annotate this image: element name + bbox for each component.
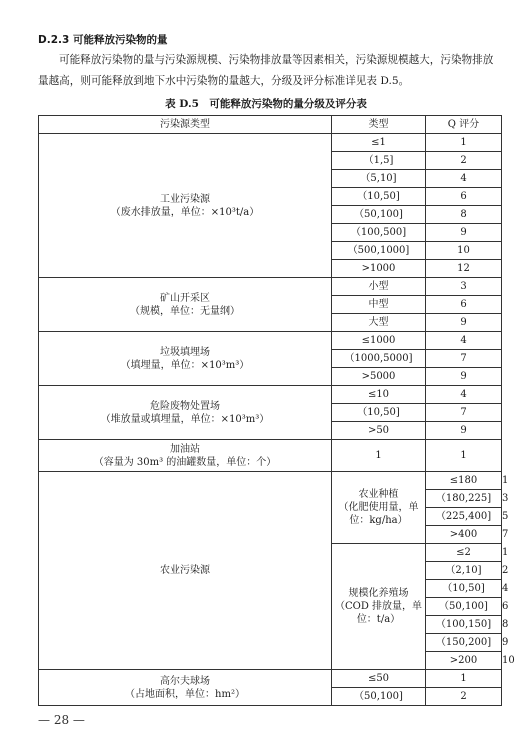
category-cell: ≤2 [426,544,502,562]
category-cell: （100,500] [332,224,426,242]
category-cell: （500,1000] [332,242,426,260]
category-cell: （180,225] [426,490,502,508]
gas-station-source-cell [39,440,332,472]
planting-source-cell [332,472,426,544]
header-source-type: 污染源类型 [39,116,332,134]
table-row: （180,225] 3 [39,490,502,508]
score-cell: 9 [426,368,502,386]
category-cell: >200 [426,652,502,670]
hazardous-unit: （堆放量或填埋量，单位：×10³m³） [100,413,270,425]
category-cell: ≤1000 [332,332,426,350]
table-row: （50,100] 6 [39,598,502,616]
landfill-source-cell [39,332,332,386]
table-row: （2,10] 2 [39,562,502,580]
table-caption: 表 D.5 可能释放污染物的量分级及评分表 [165,98,367,110]
score-cell: 6 [426,188,502,206]
agriculture-source-cell: 农业污染源 [39,472,332,670]
hazardous-source-cell [39,386,332,440]
category-cell: （1000,5000] [332,350,426,368]
category-cell: （5,10] [332,170,426,188]
score-cell: 9 [426,422,502,440]
category-cell: （10,50] [332,188,426,206]
golf-name: 高尔夫球场 [160,675,210,687]
mining-name: 矿山开采区 [160,292,210,304]
score-cell: 6 [426,296,502,314]
table-row: 规模化养殖场 （COD 排放量，单位：t/a） ≤2 1 [39,544,502,562]
score-cell: 1 [426,440,502,472]
gas-station-name: 加油站 [170,443,200,455]
table-row [39,134,502,152]
industrial-name: 工业污染源 [160,193,210,205]
score-cell: 4 [426,386,502,404]
category-cell: （50,100] [332,688,426,706]
score-cell: 12 [426,260,502,278]
category-cell: >400 [426,526,502,544]
category-cell: 1 [332,440,426,472]
score-cell: 4 [426,332,502,350]
category-cell: （150,200] [426,634,502,652]
hazardous-name: 危险废物处置场 [150,400,220,412]
section-paragraph: 可能释放污染物的量与污染源规模、污染物排放量等因素相关，污染源规模越大，污染物排放量越高，则可能释放到地下水中污染物的量越大，分级及评分标准详见表 D.5。 [38,54,494,87]
table-row: （10,50] 4 [39,580,502,598]
category-cell: （10,50] [426,580,502,598]
page-number: — 28 — [38,713,85,727]
gas-station-unit: （容量为 30m³ 的油罐数量，单位：个） [93,456,277,468]
livestock-name: 规模化养殖场 [348,588,409,599]
category-cell: >50 [332,422,426,440]
score-cell: 9 [426,224,502,242]
category-cell: >5000 [332,368,426,386]
score-cell: 3 [426,278,502,296]
table-row: （150,200] 9 [39,634,502,652]
table-row [39,670,502,688]
livestock-unit: （COD 排放量，单位：t/a） [334,601,423,625]
score-cell: 9 [426,314,502,332]
table-row: >400 7 [39,526,502,544]
header-score: Q 评分 [426,116,502,134]
score-cell: 2 [426,688,502,706]
category-cell: （50,100] [426,598,502,616]
livestock-source-cell [332,544,426,670]
planting-name: 农业种植 [358,489,399,500]
section-heading: D.2.3 可能释放污染物的量 [38,34,168,46]
mining-source-cell [39,278,332,332]
score-cell: 8 [426,206,502,224]
category-cell: ≤1 [332,134,426,152]
table-row: （225,400] 5 [39,508,502,526]
golf-source-cell [39,670,332,706]
score-cell: 2 [426,152,502,170]
mining-unit: （规模，单位：无量纲） [130,305,240,317]
category-cell: （2,10] [426,562,502,580]
category-cell: ≤50 [332,670,426,688]
score-cell: 10 [426,242,502,260]
table-row: >200 10 [39,652,502,670]
score-cell: 7 [426,350,502,368]
category-cell: 大型 [332,314,426,332]
score-cell: 1 [426,670,502,688]
landfill-unit: （填埋量，单位：×10³m³） [120,359,250,371]
category-cell: （10,50] [332,404,426,422]
table-header-row [39,116,502,134]
planting-unit: （化肥使用量，单位：kg/ha） [338,502,419,526]
table-row: 农业污染源 农业种植 （化肥使用量，单位：kg/ha） ≤180 1 [39,472,502,490]
score-cell: 4 [426,170,502,188]
category-cell: >1000 [332,260,426,278]
category-cell: （1,5] [332,152,426,170]
category-cell: （50,100] [332,206,426,224]
golf-unit: （占地面积，单位：hm²） [125,688,245,700]
category-cell: ≤10 [332,386,426,404]
score-cell: 1 [426,134,502,152]
category-cell: 中型 [332,296,426,314]
industrial-source-cell [39,134,332,278]
category-cell: （100,150] [426,616,502,634]
header-category: 类型 [332,116,426,134]
table-row [39,332,502,350]
landfill-name: 垃圾填埋场 [160,346,210,358]
score-cell: 7 [426,404,502,422]
category-cell: ≤180 [426,472,502,490]
table-row [39,386,502,404]
industrial-unit: （废水排放量，单位：×10³t/a） [110,206,260,218]
score-table [38,115,515,706]
category-cell: （225,400] [426,508,502,526]
category-cell: 小型 [332,278,426,296]
table-row [39,440,502,472]
table-row [39,278,502,296]
table-row: （100,150] 8 [39,616,502,634]
